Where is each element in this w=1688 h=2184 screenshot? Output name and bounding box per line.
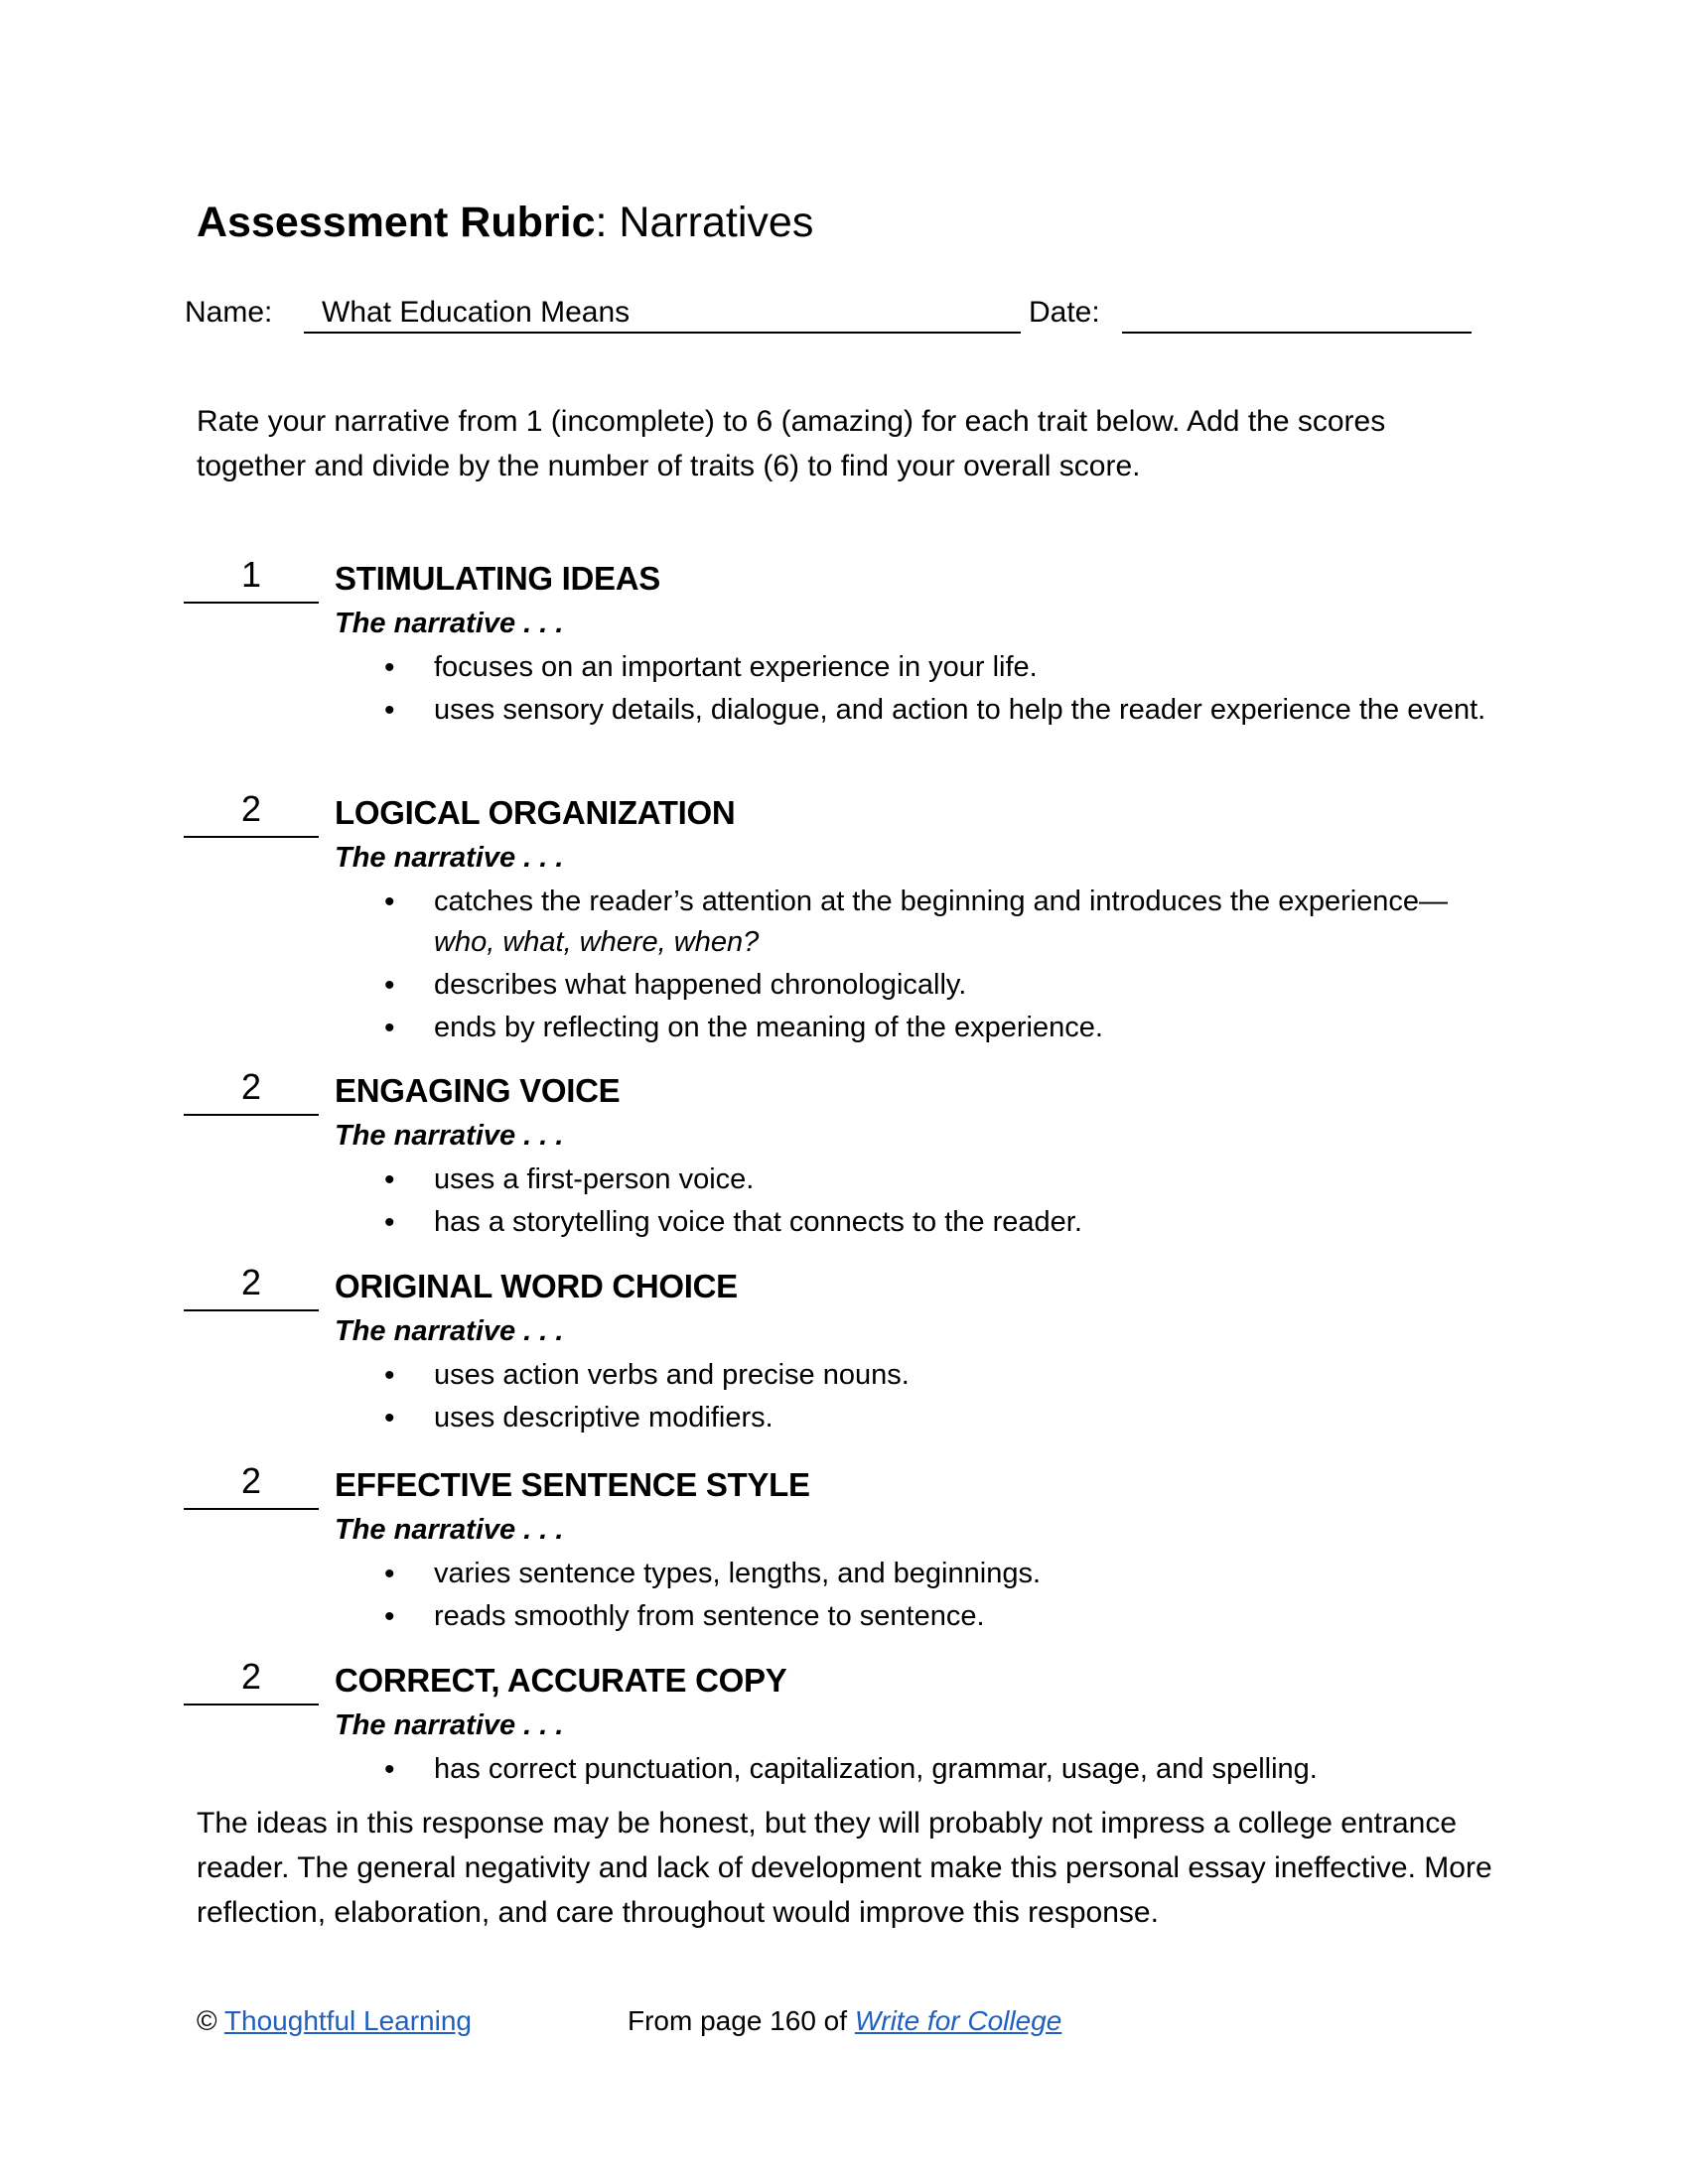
score-field[interactable]: 2 xyxy=(184,1656,319,1706)
bullet-icon: • xyxy=(384,1753,395,1786)
title-rest: Narratives xyxy=(607,199,814,246)
list-item: • ends by reflecting on the meaning of the experience. xyxy=(335,1008,1496,1048)
bullet-icon: • xyxy=(384,1012,395,1044)
list-item: • catches the reader’s attention at the beginning and introduces the experience—who, what, where, when? xyxy=(335,882,1496,963)
name-label: Name: xyxy=(185,296,273,329)
list-item: • has correct punctuation, capitalization, grammar, usage, and spelling. xyxy=(335,1749,1496,1790)
bullet-icon: • xyxy=(384,1163,395,1196)
source-prefix: From page 160 of xyxy=(628,2005,855,2036)
bullet-icon: • xyxy=(384,694,395,727)
bullet-icon: • xyxy=(384,969,395,1002)
bullet-icon: • xyxy=(384,886,395,918)
list-item: • focuses on an important experience in your life. xyxy=(335,647,1496,688)
trait-title: STIMULATING IDEAS xyxy=(335,560,660,597)
trait-lead: The narrative . . . xyxy=(335,1120,564,1152)
list-item: • uses descriptive modifiers. xyxy=(335,1398,1496,1438)
bullet-icon: • xyxy=(384,651,395,684)
footer-source xyxy=(628,2005,1061,2037)
score-field[interactable]: 2 xyxy=(184,1262,319,1311)
bullet-icon: • xyxy=(384,1206,395,1239)
bullet-icon: • xyxy=(384,1402,395,1434)
trait-title: LOGICAL ORGANIZATION xyxy=(335,794,736,831)
instructions: Rate your narrative from 1 (incomplete) to 6 (amazing) for each trait below. Add the scores together and divide by the number of traits (6) to find your overall score. xyxy=(197,405,1386,482)
trait-lead: The narrative . . . xyxy=(335,1709,564,1741)
trait-lead: The narrative . . . xyxy=(335,1514,564,1546)
bullet-icon: • xyxy=(384,1359,395,1392)
trait-lead: The narrative . . . xyxy=(335,842,564,874)
score-field[interactable]: 2 xyxy=(184,1460,319,1510)
score-field[interactable]: 2 xyxy=(184,1066,319,1116)
title-bold: Assessment Rubric xyxy=(197,199,596,246)
list-item: • has a storytelling voice that connects to the reader. xyxy=(335,1202,1496,1243)
list-item: • reads smoothly from sentence to sentence. xyxy=(335,1596,1496,1637)
bullet-icon: • xyxy=(384,1600,395,1633)
list-item: • varies sentence types, lengths, and beginnings. xyxy=(335,1554,1496,1594)
trait-lead: The narrative . . . xyxy=(335,1315,564,1347)
list-item: • uses sensory details, dialogue, and action to help the reader experience the event. xyxy=(335,690,1496,731)
list-item: • describes what happened chronologically. xyxy=(335,965,1496,1006)
score-field[interactable]: 1 xyxy=(184,554,319,604)
book-link[interactable]: Write for College xyxy=(854,2005,1062,2036)
trait-lead: The narrative . . . xyxy=(335,608,564,639)
list-item: • uses action verbs and precise nouns. xyxy=(335,1355,1496,1396)
trait-title: CORRECT, ACCURATE COPY xyxy=(335,1662,787,1699)
list-item: • uses a first-person voice. xyxy=(335,1160,1496,1200)
trait-title: ORIGINAL WORD CHOICE xyxy=(335,1268,738,1304)
name-field[interactable]: What Education Means xyxy=(304,296,1021,334)
date-label: Date: xyxy=(1029,296,1100,329)
trait-title: ENGAGING VOICE xyxy=(335,1072,621,1109)
copyright-icon: © xyxy=(197,2005,217,2036)
publisher-link[interactable]: Thoughtful Learning xyxy=(223,2005,472,2036)
page-title xyxy=(197,199,813,247)
evaluator-comment: The ideas in this response may be honest, but they will probably not impress a college entrance reader. The general negativity and lack of development make this personal essay ineffective. More reflection, elaboration, and care throughout would improve this response. xyxy=(197,1807,1492,1929)
title-separator: : xyxy=(595,199,608,246)
score-field[interactable]: 2 xyxy=(184,788,319,838)
date-field[interactable] xyxy=(1122,296,1472,334)
trait-title: EFFECTIVE SENTENCE STYLE xyxy=(335,1466,810,1503)
bullet-icon: • xyxy=(384,1558,395,1590)
footer-copyright xyxy=(197,2005,472,2037)
